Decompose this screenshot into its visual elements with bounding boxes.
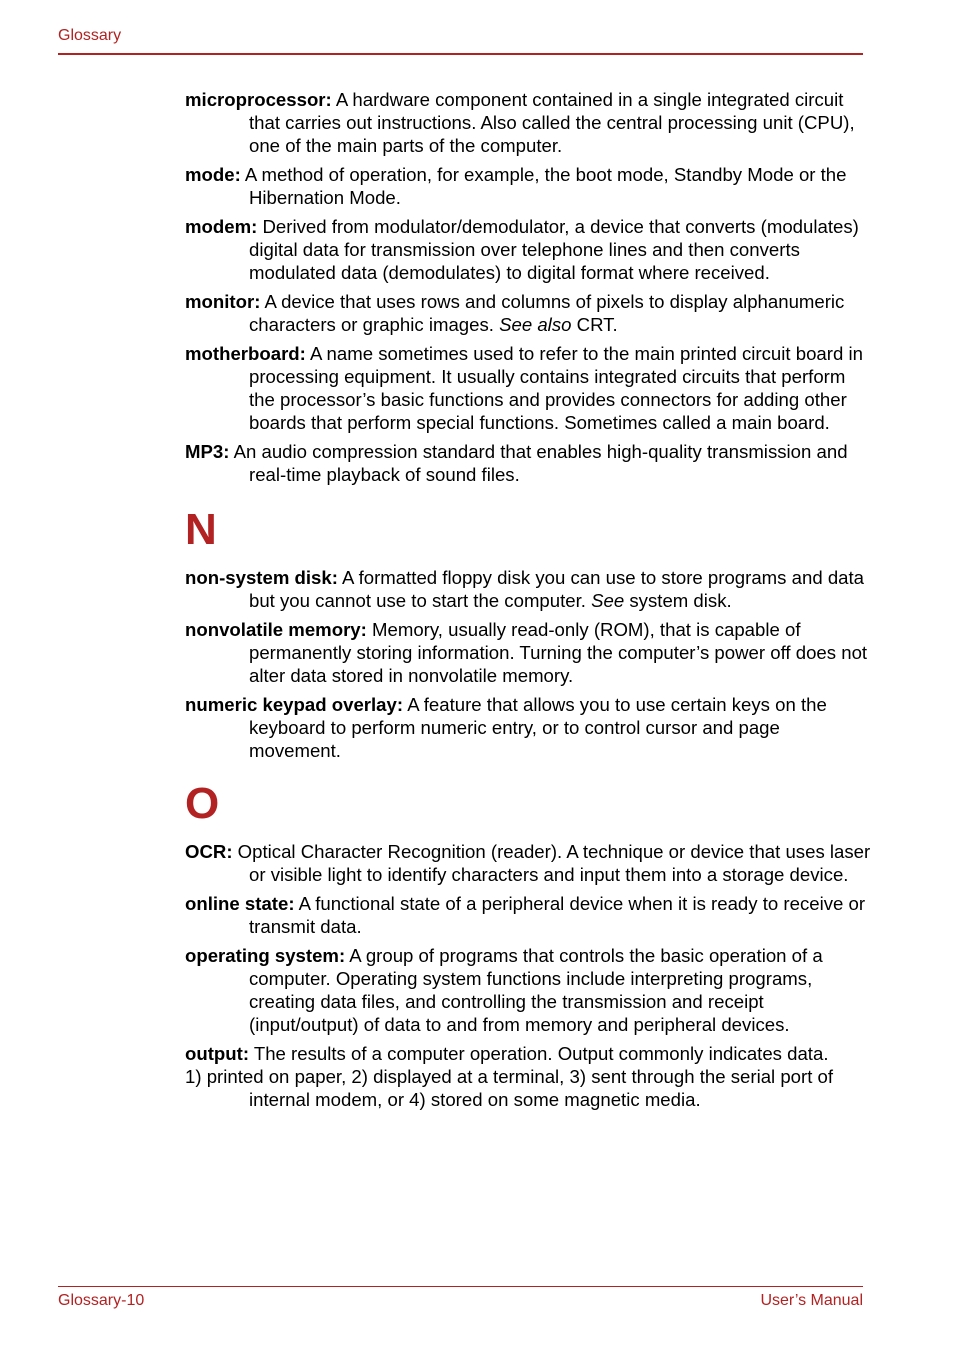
entry-modem xyxy=(185,215,875,284)
term: online state: xyxy=(185,893,295,914)
definition: A method of operation, for example, the boot mode, Standby Mode or the Hibernation Mode. xyxy=(240,164,847,208)
entry-mode xyxy=(185,163,875,209)
term: modem: xyxy=(185,216,258,237)
definition: Optical Character Recognition (reader). A technique or device that uses laser or visible light to identify characters and input them into a storage device. xyxy=(232,841,871,885)
glossary-content xyxy=(185,88,875,1117)
entry-numeric-keypad-overlay xyxy=(185,693,875,762)
term: microprocessor: xyxy=(185,89,332,110)
definition: A feature that allows you to use certain keys on the keyboard to perform numeric entry, or to control cursor and page movement. xyxy=(249,694,827,761)
entry-ocr xyxy=(185,840,875,886)
running-header: Glossary xyxy=(58,27,122,44)
definition: The results of a computer operation. Output commonly indicates data. xyxy=(249,1043,829,1064)
term: non-system disk: xyxy=(185,567,338,588)
definition-continuation: 1) printed on paper, 2) displayed at a terminal, 3) sent through the serial port of internal modem, or 4) stored on some magnetic media. xyxy=(185,1066,834,1110)
term: OCR: xyxy=(185,841,233,862)
see-also-ref: See also xyxy=(499,314,572,335)
entry-online-state xyxy=(185,892,875,938)
section-letter-o: O xyxy=(185,779,220,828)
term: operating system: xyxy=(185,945,346,966)
definition: Derived from modulator/demodulator, a device that converts (modulates) digital data for transmission over telephone lines and then converts modulated data (demodulates) to digital format where received. xyxy=(249,216,859,283)
definition: A name sometimes used to refer to the main printed circuit board in processing equipment. It usually contains integrated circuits that perform the processor’s basic functions and provides connectors for adding other boards that perform special functions. Sometimes called a main board. xyxy=(249,343,863,433)
definition: A group of programs that controls the basic operation of a computer. Operating system functions include interpreting programs, creating data files, and controlling the transmission and receipt (input/output) of data to and from memory and peripheral devices. xyxy=(249,945,823,1035)
term: monitor: xyxy=(185,291,261,312)
entry-motherboard xyxy=(185,342,875,434)
entry-output xyxy=(185,1042,875,1111)
section-letter-n: N xyxy=(185,505,217,554)
entry-non-system-disk xyxy=(185,566,875,612)
page-number: Glossary-10 xyxy=(58,1292,145,1309)
entry-mp3 xyxy=(185,440,875,486)
term: numeric keypad overlay: xyxy=(185,694,404,715)
definition: A formatted floppy disk you can use to store programs and data but you cannot use to start the computer. xyxy=(249,567,865,611)
cross-reference: CRT. xyxy=(571,314,618,335)
definition: A hardware component contained in a single integrated circuit that carries out instructions. Also called the central processing unit (CPU), one of the main parts of the computer. xyxy=(249,89,855,156)
header-rule xyxy=(58,53,863,55)
entry-nonvolatile-memory xyxy=(185,618,875,687)
manual-title: User’s Manual xyxy=(760,1292,863,1309)
definition: An audio compression standard that enables high-quality transmission and real-time playback of sound files. xyxy=(229,441,848,485)
see-ref: See xyxy=(591,590,625,611)
definition: A functional state of a peripheral device when it is ready to receive or transmit data. xyxy=(249,893,866,937)
definition: A device that uses rows and columns of pixels to display alphanumeric characters or graphic images. xyxy=(249,291,845,335)
entry-microprocessor xyxy=(185,88,875,157)
term: MP3: xyxy=(185,441,230,462)
term: mode: xyxy=(185,164,241,185)
footer-rule xyxy=(58,1286,863,1287)
term: nonvolatile memory: xyxy=(185,619,367,640)
entry-monitor xyxy=(185,290,875,336)
cross-reference: system disk. xyxy=(624,590,732,611)
definition: Memory, usually read-only (ROM), that is capable of permanently storing information. Turning the computer’s power off does not alter data stored in nonvolatile memory. xyxy=(249,619,868,686)
entry-operating-system xyxy=(185,944,875,1036)
term: motherboard: xyxy=(185,343,306,364)
term: output: xyxy=(185,1043,250,1064)
